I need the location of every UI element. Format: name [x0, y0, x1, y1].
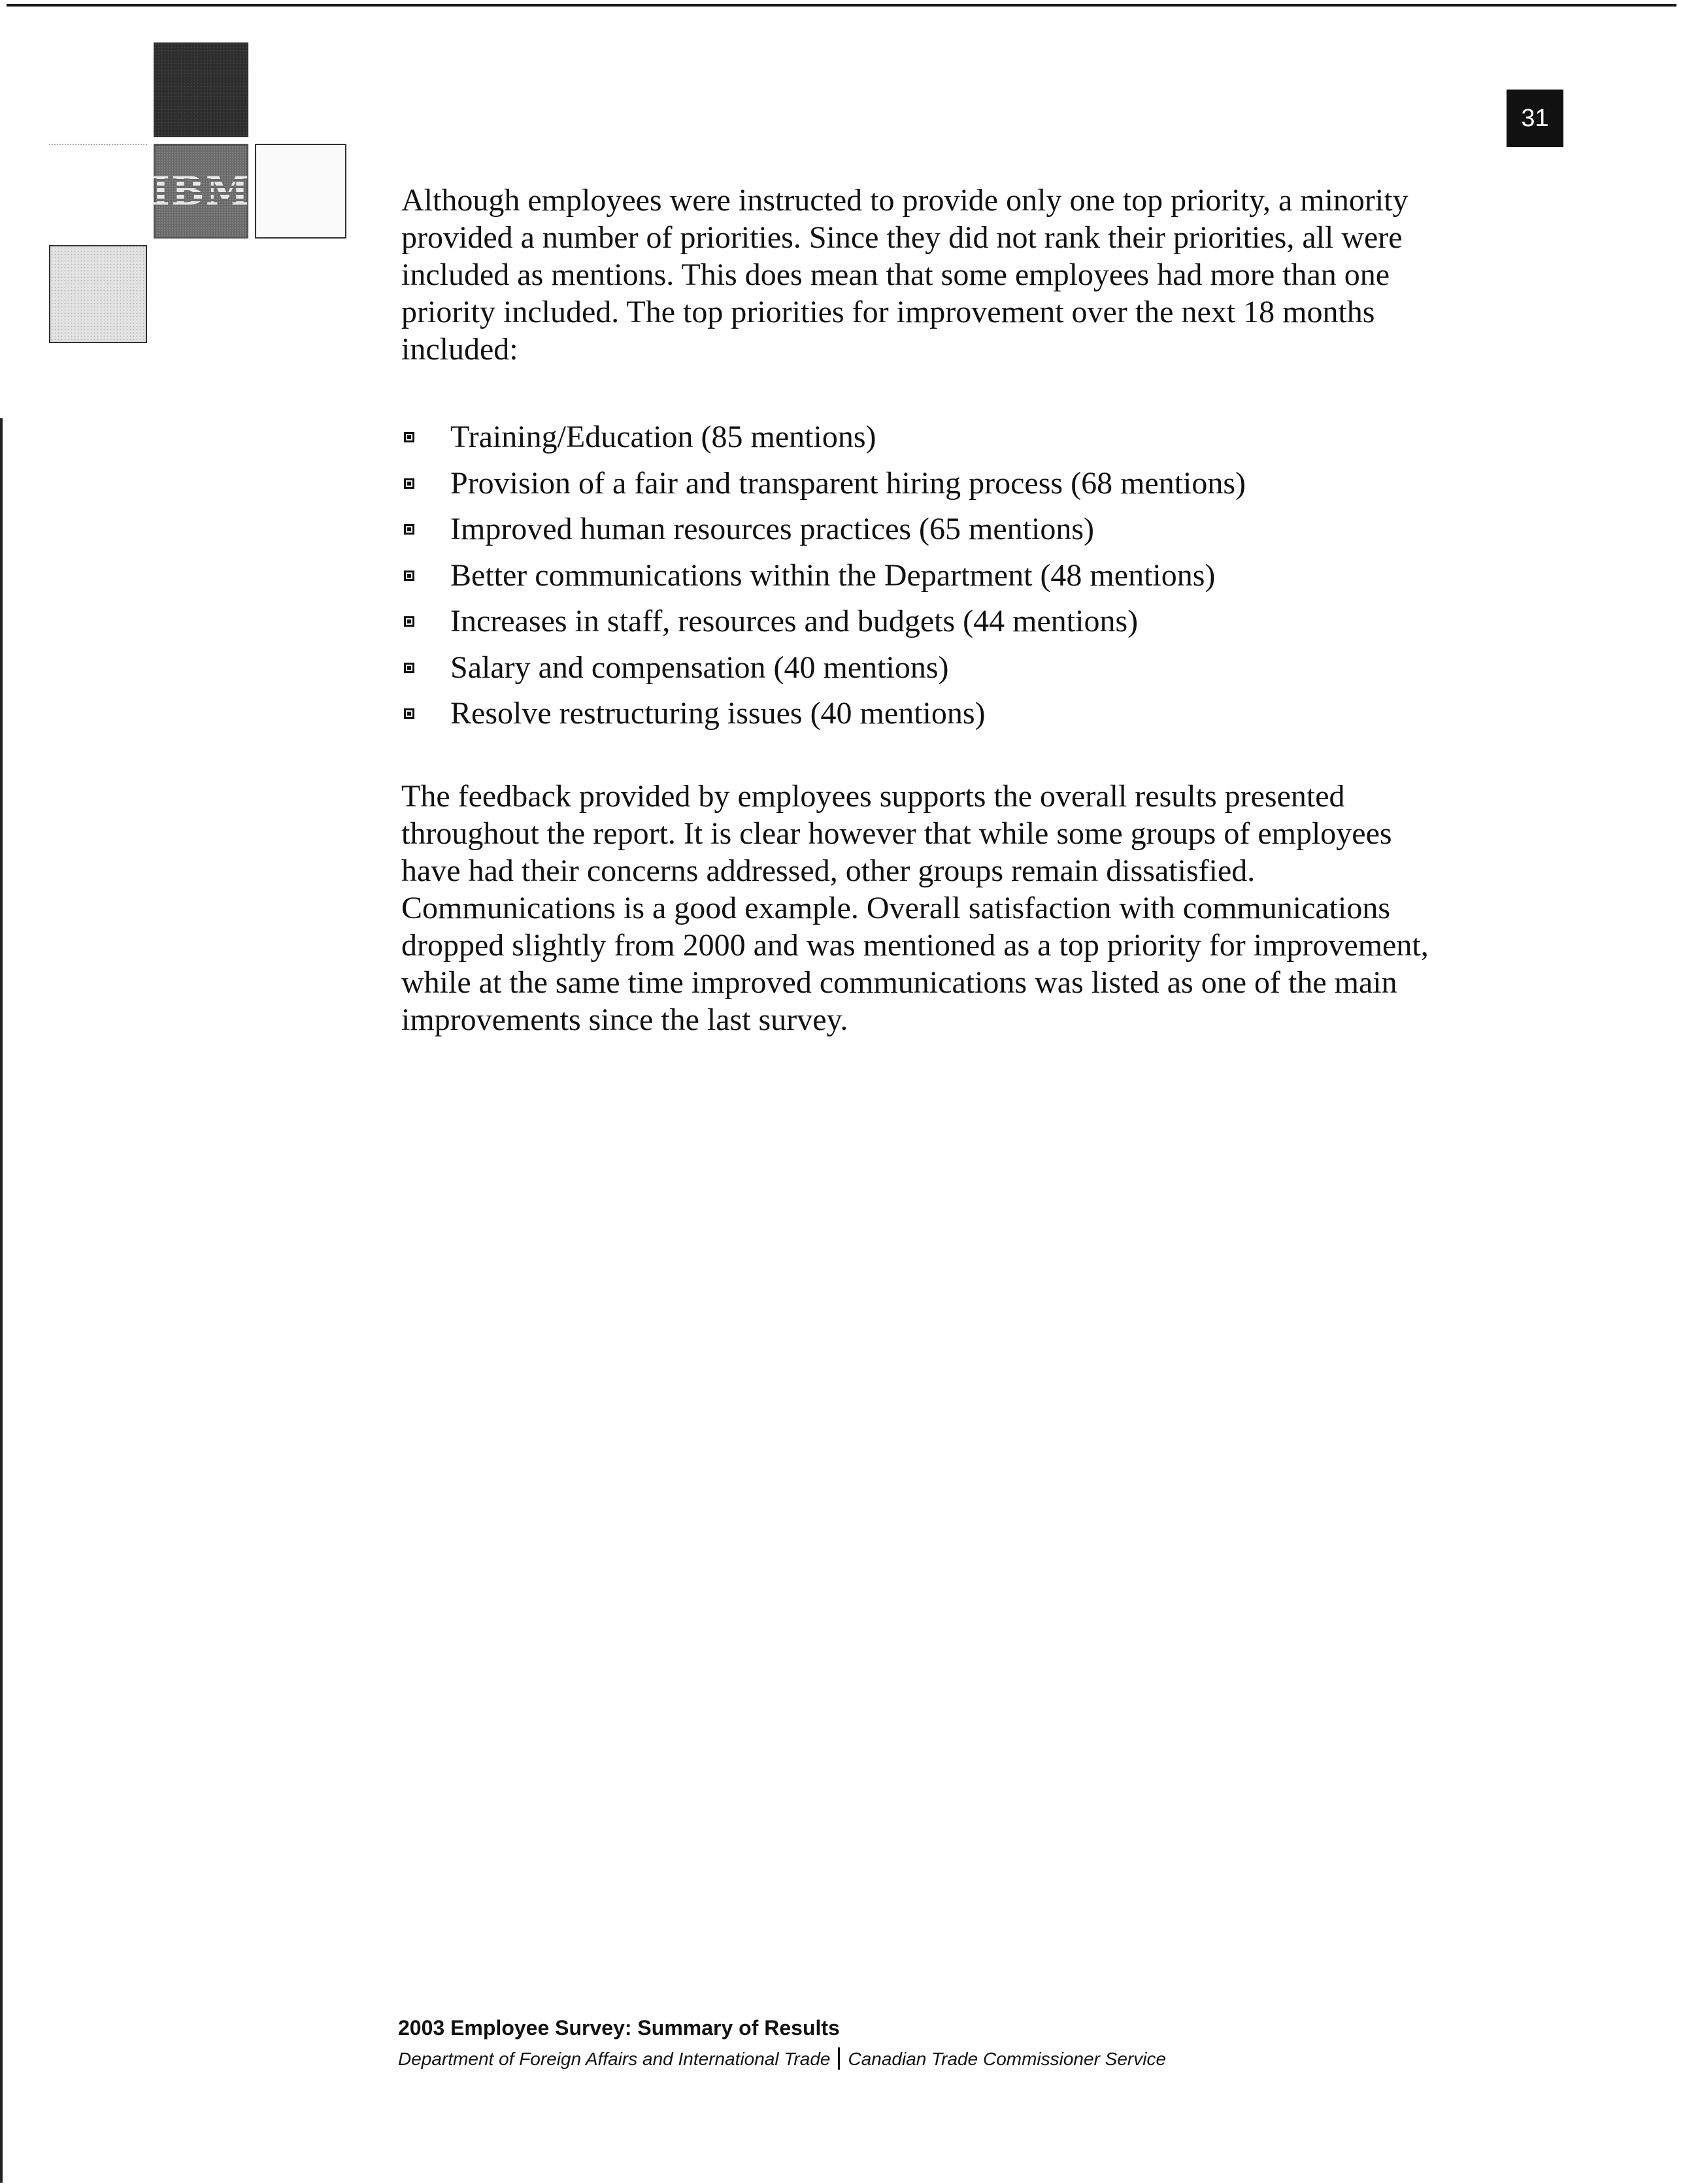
outline-square-right [255, 144, 346, 239]
outline-square-left [49, 144, 147, 239]
footer-department: Department of Foreign Affairs and International Trade [398, 2049, 831, 2069]
square-bullet-icon [404, 524, 414, 535]
intro-paragraph: Although employees were instructed to provide only one top priority, a minority provided a number of priorities. Since they did not rank their priorities, all were included as mentions. This does mean that some employees had more than one priority included. The top priorities for improvement over the next 18 months included: [401, 183, 1408, 367]
list-item [401, 691, 1246, 737]
list-item [401, 553, 1246, 599]
list-item-text: Salary and compensation (40 mentions) [450, 650, 949, 685]
ibm-logo [151, 144, 251, 239]
footer-title: 2003 Employee Survey: Summary of Results [398, 2016, 840, 2040]
square-bullet-icon [404, 663, 414, 673]
logo-squares [49, 39, 350, 346]
square-bullet-icon [404, 478, 414, 489]
list-item [401, 461, 1246, 507]
square-bullet-icon [404, 432, 414, 442]
page-number: 31 [1507, 90, 1563, 147]
list-item-text: Improved human resources practices (65 mentions) [450, 512, 1095, 546]
gray-square [49, 245, 147, 343]
list-item-text: Better communications within the Department (48 mentions) [450, 557, 1216, 593]
list-item [401, 645, 1246, 691]
footer-subtitle [398, 2047, 1166, 2070]
list-item [401, 506, 1246, 553]
dark-square [154, 42, 248, 137]
footer-service: Canadian Trade Commissioner Service [848, 2049, 1167, 2069]
footer-separator [838, 2047, 840, 2070]
list-item [401, 599, 1246, 645]
square-bullet-icon [404, 571, 414, 581]
list-item [401, 414, 1246, 461]
list-item-text: Resolve restructuring issues (40 mentions) [450, 696, 986, 731]
scan-left-edge [0, 418, 3, 2183]
list-item-text: Training/Education (85 mentions) [450, 420, 876, 454]
closing-paragraph: The feedback provided by employees supports the overall results presented throughout the report. It is clear however that while some groups of employees have had their concerns addressed, other groups remain dissatisfied. Communications is a good example. Overall satisfaction with communications dropped slightly from 2000 and was mentioned as a top priority for improvement, while at the same time improved communications was listed as one of the main improvements since the last survey. [401, 779, 1429, 1037]
list-item-text: Provision of a fair and transparent hiring process (68 mentions) [450, 465, 1246, 501]
square-bullet-icon [404, 616, 414, 627]
scan-top-border [7, 4, 1676, 7]
priority-list [401, 414, 1246, 737]
ibm-logo-text: IBM [151, 168, 251, 214]
list-item-text: Increases in staff, resources and budgets (44 mentions) [450, 604, 1139, 638]
square-bullet-icon [404, 708, 414, 719]
